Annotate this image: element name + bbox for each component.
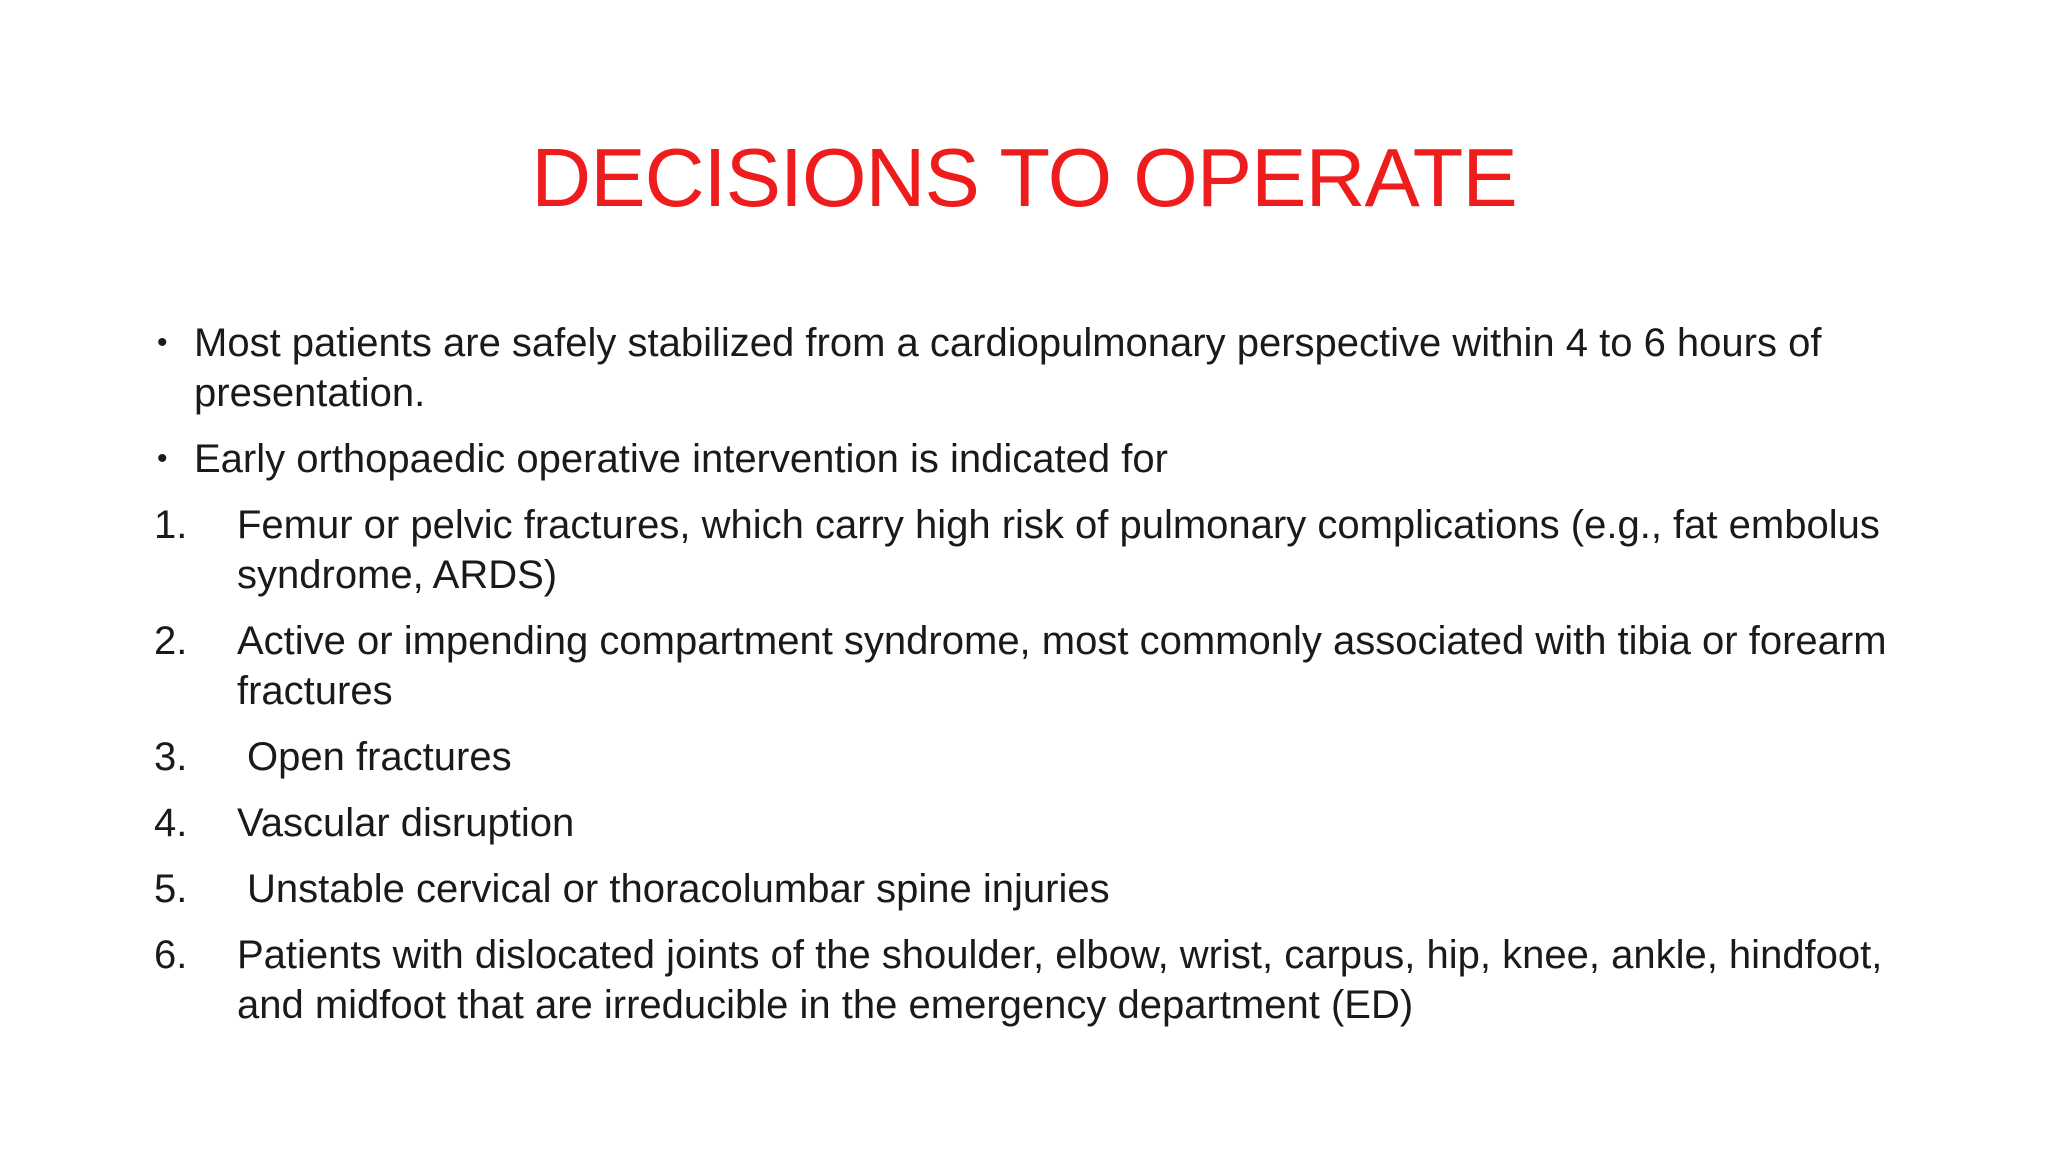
bullet-item bbox=[154, 318, 1894, 418]
numbered-item bbox=[154, 616, 1894, 716]
numbered-item bbox=[154, 732, 1894, 782]
number-marker: 6. bbox=[154, 933, 188, 977]
bullet-marker: • bbox=[157, 442, 168, 475]
number-marker: 1. bbox=[154, 503, 188, 547]
number-marker: 5. bbox=[154, 867, 188, 911]
number-marker: 3. bbox=[154, 735, 188, 779]
numbered-text: Femur or pelvic fractures, which carry high risk of pulmonary complications (e.g., fat embolus syndrome, ARDS) bbox=[237, 503, 1880, 597]
number-marker: 2. bbox=[154, 619, 188, 663]
slide-title: DECISIONS TO OPERATE bbox=[531, 131, 1517, 224]
numbered-text: Active or impending compartment syndrome, most commonly associated with tibia or forearm fractures bbox=[237, 619, 1887, 713]
bullet-text: Most patients are safely stabilized from a cardiopulmonary perspective within 4 to 6 hours of presentation. bbox=[194, 321, 1822, 415]
slide-body bbox=[154, 318, 1894, 1046]
bullet-item bbox=[154, 434, 1894, 484]
numbered-item bbox=[154, 798, 1894, 848]
number-marker: 4. bbox=[154, 801, 188, 845]
numbered-text: Unstable cervical or thoracolumbar spine injuries bbox=[247, 867, 1110, 911]
numbered-item bbox=[154, 500, 1894, 600]
bullet-marker: • bbox=[157, 326, 168, 359]
bullet-text: Early orthopaedic operative intervention is indicated for bbox=[194, 437, 1168, 481]
numbered-item bbox=[154, 930, 1894, 1030]
numbered-text: Vascular disruption bbox=[237, 801, 575, 845]
numbered-text: Open fractures bbox=[247, 735, 512, 779]
numbered-text: Patients with dislocated joints of the shoulder, elbow, wrist, carpus, hip, knee, ankle, hindfoot, and midfoot that are irreducible in the emergency department (ED) bbox=[237, 933, 1883, 1027]
numbered-item bbox=[154, 864, 1894, 914]
